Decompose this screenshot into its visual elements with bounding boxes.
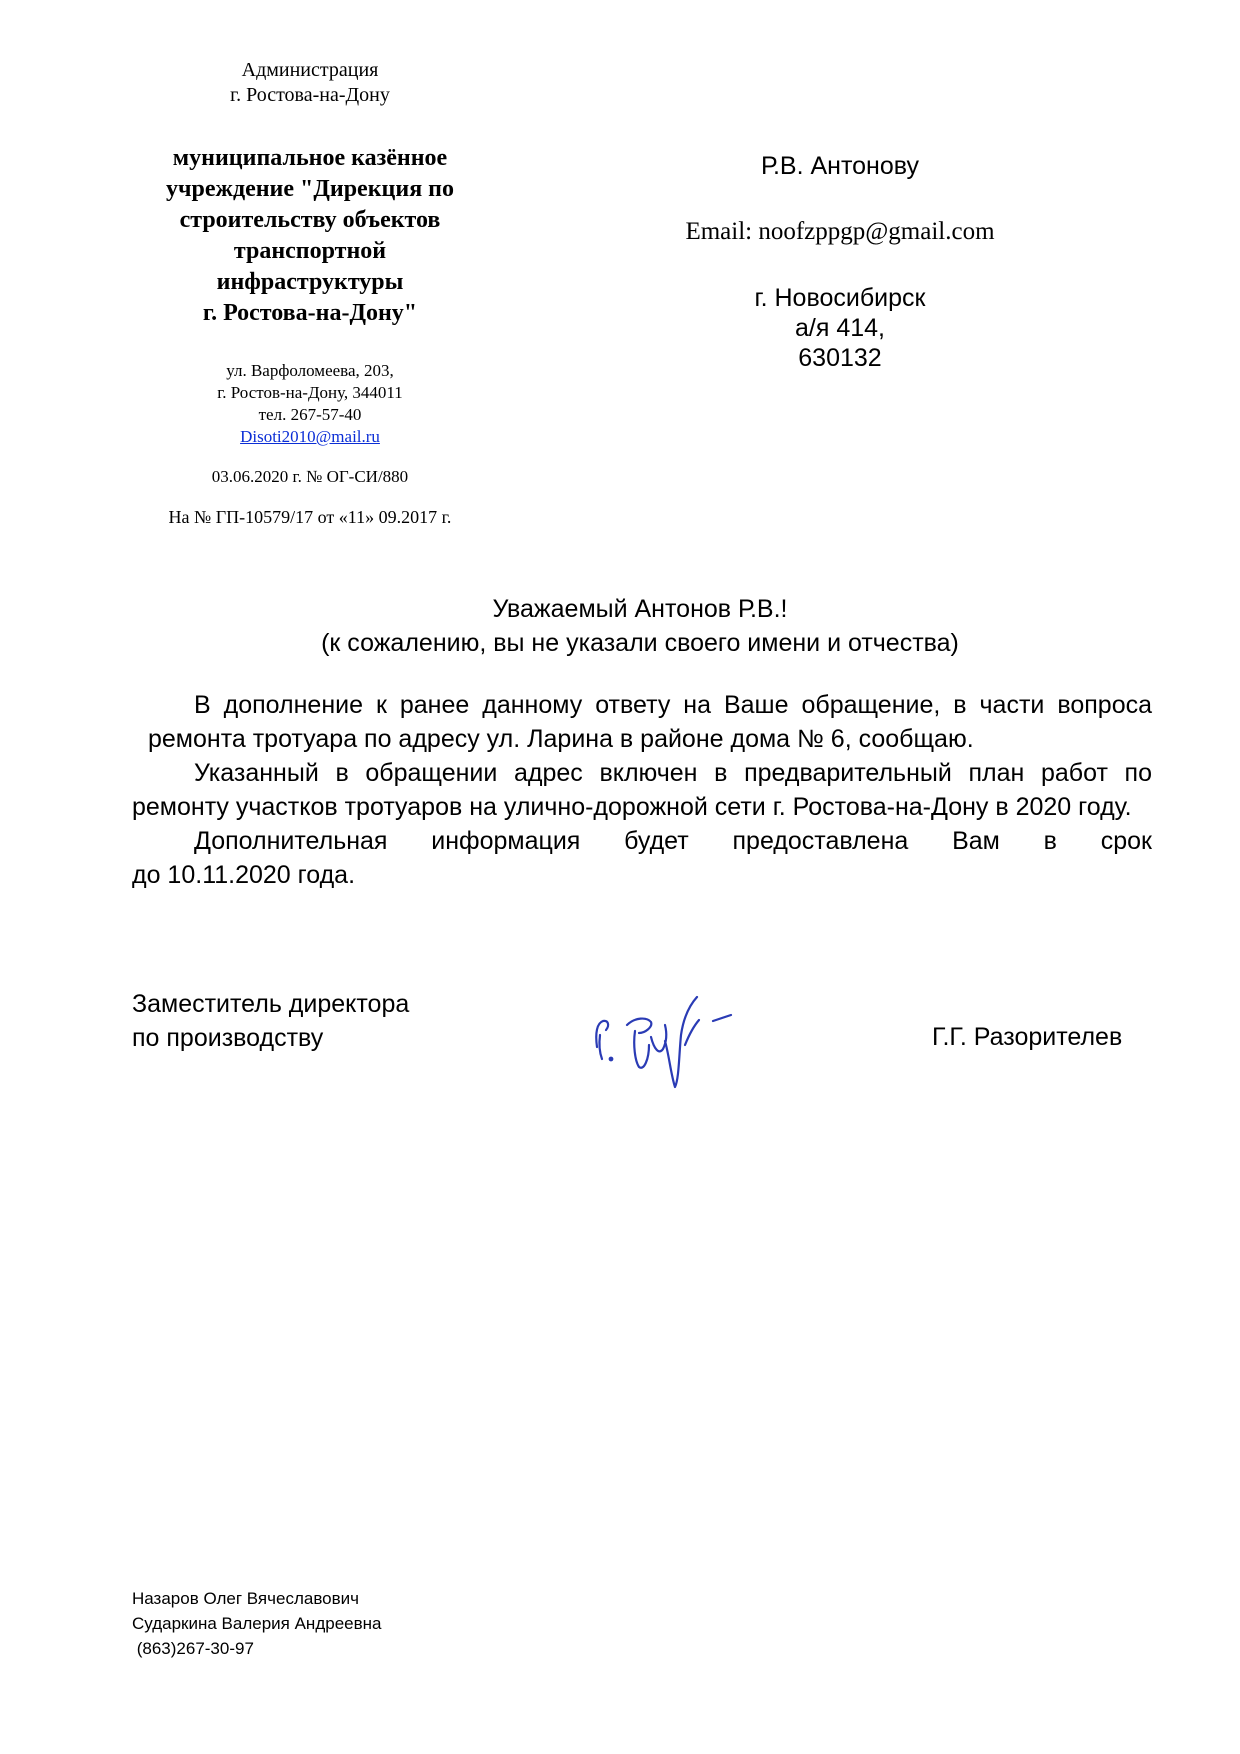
recipient-po-box: а/я 414, xyxy=(795,314,885,342)
signer-position xyxy=(132,987,409,1055)
recipient-postcode: 630132 xyxy=(798,344,882,372)
reference-number: На № ГП-10579/17 от «11» 09.2017 г. xyxy=(168,507,452,527)
signer-name: Г.Г. Разорителев xyxy=(932,1023,1123,1051)
org-line: инфраструктуры xyxy=(216,269,404,295)
sender-postal-city: г. Ростов-на-Дону, 344011 xyxy=(217,383,403,402)
paragraph-1-line-1: В дополнение к ранее данному ответу на Ваше обращение, в части вопроса xyxy=(194,691,1152,719)
org-line: транспортной xyxy=(233,238,387,264)
recipient-email: Email: noofzppgp@gmail.com xyxy=(685,218,995,245)
paragraph-3-line-1: Дополнительная информация будет предоставлена Вам в срок xyxy=(194,827,1152,855)
org-line: строительству объектов xyxy=(179,207,441,233)
outgoing-number: 03.06.2020 г. № ОГ-СИ/880 xyxy=(211,467,409,486)
executor-phone: (863)267-30-97 xyxy=(132,1639,254,1658)
org-line: учреждение "Дирекция по xyxy=(166,176,454,202)
signer-position-line-1: Заместитель директора xyxy=(132,990,410,1018)
handwritten-signature xyxy=(575,975,765,1100)
signer-position-line-2: по производству xyxy=(132,1024,324,1052)
letter-body xyxy=(132,688,1152,892)
executor-contacts xyxy=(132,1586,381,1661)
executor-2: Сударкина Валерия Андреевна xyxy=(132,1614,382,1633)
sender-phone: тел. 267-57-40 xyxy=(258,405,362,424)
greeting-note: (к сожалению, вы не указали своего имени и отчества) xyxy=(321,629,959,657)
sender-administration: Администрация xyxy=(241,59,379,81)
org-line: г. Ростова-на-Дону" xyxy=(202,300,418,326)
paragraph-3-line-2: до 10.11.2020 года. xyxy=(132,861,356,889)
paragraph-1-line-2: ремонта тротуара по адресу ул. Ларина в районе дома № 6, сообщаю. xyxy=(148,725,974,753)
sender-address xyxy=(110,360,510,448)
recipient-name: Р.В. Антонову xyxy=(761,152,919,180)
org-line: муниципальное казённое xyxy=(172,145,448,171)
sender-city: г. Ростова-на-Дону xyxy=(230,84,390,106)
organization-name xyxy=(110,143,510,329)
salutation xyxy=(120,592,1160,660)
sender-street: ул. Варфоломеева, 203, xyxy=(226,361,394,380)
greeting: Уважаемый Антонов Р.В.! xyxy=(492,595,788,623)
recipient-city: г. Новосибирск xyxy=(754,284,926,312)
executor-1: Назаров Олег Вячеславович xyxy=(132,1589,360,1608)
paragraph-2: Указанный в обращении адрес включен в предварительный план работ по ремонту участков тротуаров на улично-дорожной сети г. Ростова-на-Дону в 2020 году. xyxy=(132,759,1152,821)
recipient-block xyxy=(640,151,1040,373)
sender-block xyxy=(110,58,510,528)
sender-email-link[interactable]: Disoti2010@mail.ru xyxy=(240,427,380,446)
